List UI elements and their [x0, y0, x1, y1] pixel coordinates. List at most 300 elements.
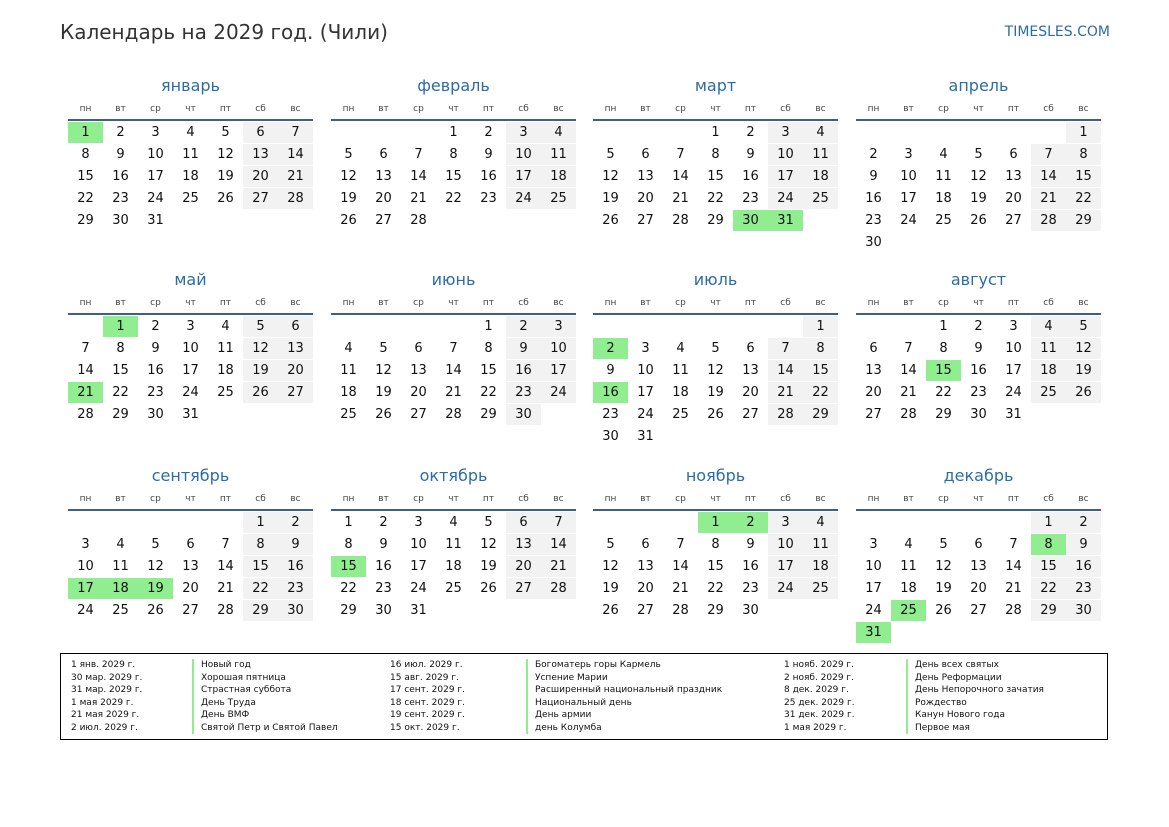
day-cell: 21 [410, 191, 427, 206]
holiday-name: День Непорочного зачатия [906, 684, 1044, 697]
weekday-label: ср [150, 104, 161, 114]
day-cell: 28 [672, 603, 689, 618]
day-cell: 28 [77, 407, 94, 422]
day-cell: 20 [506, 556, 541, 577]
day-cell: 13 [970, 559, 987, 574]
day-cell: 20 [742, 385, 759, 400]
weekday-label: вт [378, 104, 389, 114]
day-cell: 13 [182, 559, 199, 574]
day-cell: 15 [1031, 556, 1066, 577]
day-cell: 29 [1066, 210, 1101, 231]
day-cell: 18 [541, 166, 576, 187]
day-cell: 3 [1009, 319, 1018, 334]
day-cell: 18 [803, 166, 838, 187]
weekday-label: ср [675, 494, 686, 504]
day-cell: 27 [970, 603, 987, 618]
weekday-label: вс [553, 494, 564, 504]
day-cell: 1 [711, 125, 720, 140]
day-cell: 18 [1031, 360, 1066, 381]
day-cell: 15 [445, 169, 462, 184]
month-name: октябрь [419, 466, 488, 485]
day-cell: 30 [602, 429, 619, 444]
holiday-day-cell: 31 [768, 210, 803, 231]
weekday-label: чт [185, 104, 196, 114]
day-cell: 3 [541, 316, 576, 337]
weekday-label: вс [553, 298, 564, 308]
day-cell: 26 [970, 213, 987, 228]
day-cell: 31 [1005, 407, 1022, 422]
day-cell: 17 [541, 360, 576, 381]
day-cell: 26 [480, 581, 497, 596]
weekday-label: чт [973, 104, 984, 114]
holiday-name: Новый год [192, 659, 251, 672]
day-cell: 4 [904, 537, 913, 552]
holiday-name: Расширенный национальный праздник [526, 684, 722, 697]
day-cell: 16 [865, 191, 882, 206]
weekday-label: вс [290, 104, 301, 114]
day-cell: 6 [974, 537, 983, 552]
month-divider [68, 313, 313, 315]
day-cell: 18 [445, 559, 462, 574]
weekday-header [331, 494, 576, 508]
weekday-label: сб [780, 104, 791, 114]
day-cell: 17 [768, 556, 803, 577]
day-cell: 9 [506, 338, 541, 359]
day-cell: 25 [541, 188, 576, 209]
day-cell: 7 [676, 537, 685, 552]
weekday-label: пн [79, 494, 92, 504]
month-divider [331, 119, 576, 121]
weekday-label: чт [448, 494, 459, 504]
day-cell: 5 [221, 125, 230, 140]
holiday-date: 1 нояб. 2029 г. [784, 660, 855, 670]
day-cell: 8 [1066, 144, 1101, 165]
day-cell: 16 [506, 360, 541, 381]
holiday-day-cell: 1 [68, 122, 103, 143]
day-cell: 11 [445, 537, 462, 552]
day-cell: 29 [77, 213, 94, 228]
day-cell: 2 [379, 515, 388, 530]
month-divider [856, 509, 1101, 511]
legend-column [390, 659, 723, 734]
weekday-label: вс [290, 494, 301, 504]
weekday-label: пн [342, 104, 355, 114]
day-cell: 19 [1066, 360, 1101, 381]
weekday-label: чт [973, 494, 984, 504]
day-cell: 5 [606, 147, 615, 162]
day-cell: 3 [768, 122, 803, 143]
day-cell: 20 [278, 360, 313, 381]
day-cell: 27 [637, 213, 654, 228]
day-cell: 7 [221, 537, 230, 552]
month-name: сентябрь [151, 466, 230, 485]
weekday-label: вс [553, 104, 564, 114]
weekday-header [593, 298, 838, 312]
legend-item [784, 709, 1094, 722]
day-cell: 12 [147, 559, 164, 574]
day-cell: 20 [1005, 191, 1022, 206]
day-cell: 21 [768, 382, 803, 403]
day-cell: 15 [803, 360, 838, 381]
day-cell: 17 [182, 363, 199, 378]
weekday-label: вс [1078, 494, 1089, 504]
holiday-date: 21 мая 2029 г. [71, 710, 140, 720]
day-cell: 14 [1005, 559, 1022, 574]
month-name: май [174, 270, 207, 289]
month-divider [593, 119, 838, 121]
day-cell: 12 [375, 363, 392, 378]
day-cell: 1 [939, 319, 948, 334]
holiday-date: 30 мар. 2029 г. [71, 672, 143, 683]
day-cell: 10 [182, 341, 199, 356]
holiday-name: Национальный день [526, 697, 632, 710]
day-cell: 15 [707, 559, 724, 574]
day-cell: 9 [278, 534, 313, 555]
day-cell: 22 [1031, 578, 1066, 599]
holiday-date: 19 сент. 2029 г. [390, 710, 466, 720]
weekday-label: вт [115, 104, 126, 114]
weekday-header [331, 298, 576, 312]
day-cell: 24 [506, 188, 541, 209]
day-cell: 10 [768, 534, 803, 555]
day-cell: 23 [506, 382, 541, 403]
day-cell: 4 [221, 319, 230, 334]
weekday-label: вт [903, 104, 914, 114]
day-cell: 21 [672, 191, 689, 206]
weekday-label: вт [378, 494, 389, 504]
day-cell: 9 [869, 169, 878, 184]
day-cell: 8 [484, 341, 493, 356]
day-cell: 19 [375, 385, 392, 400]
day-cell: 27 [637, 603, 654, 618]
weekday-label: пн [604, 104, 617, 114]
day-cell: 6 [379, 147, 388, 162]
day-cell: 12 [935, 559, 952, 574]
day-cell: 20 [243, 166, 278, 187]
day-cell: 9 [379, 537, 388, 552]
day-cell: 16 [742, 559, 759, 574]
day-cell: 20 [410, 385, 427, 400]
day-cell: 21 [672, 581, 689, 596]
month-name: март [694, 76, 737, 95]
weekday-label: сб [518, 494, 529, 504]
day-cell: 5 [151, 537, 160, 552]
day-cell: 2 [116, 125, 125, 140]
day-cell: 25 [182, 191, 199, 206]
holiday-name: День ВМФ [192, 709, 249, 722]
month-name: декабрь [943, 466, 1014, 485]
day-cell: 21 [217, 581, 234, 596]
site-link[interactable]: TIMESLES.COM [1004, 24, 1110, 40]
month-name: январь [161, 76, 220, 95]
weekday-label: пн [604, 494, 617, 504]
day-cell: 3 [186, 319, 195, 334]
holiday-name: Успение Марии [526, 672, 608, 685]
day-cell: 14 [672, 169, 689, 184]
day-cell: 11 [935, 169, 952, 184]
day-cell: 14 [278, 144, 313, 165]
day-cell: 22 [112, 385, 129, 400]
holiday-day-cell: 8 [1031, 534, 1066, 555]
day-cell: 30 [506, 404, 541, 425]
day-cell: 29 [935, 407, 952, 422]
day-cell: 17 [900, 191, 917, 206]
day-cell: 26 [707, 407, 724, 422]
day-cell: 10 [506, 144, 541, 165]
day-cell: 29 [1031, 600, 1066, 621]
day-cell: 29 [803, 404, 838, 425]
day-cell: 24 [147, 191, 164, 206]
day-cell: 6 [278, 316, 313, 337]
day-cell: 13 [865, 363, 882, 378]
day-cell: 3 [641, 341, 650, 356]
day-cell: 23 [375, 581, 392, 596]
day-cell: 14 [217, 559, 234, 574]
month-name: февраль [417, 76, 490, 95]
holiday-name: Канун Нового года [906, 709, 1005, 722]
day-cell: 23 [480, 191, 497, 206]
day-cell: 23 [865, 213, 882, 228]
day-cell: 9 [606, 363, 615, 378]
day-cell: 28 [1005, 603, 1022, 618]
day-cell: 1 [344, 515, 353, 530]
day-cell: 26 [602, 213, 619, 228]
day-cell: 16 [278, 556, 313, 577]
month-divider [593, 509, 838, 511]
day-cell: 15 [1066, 166, 1101, 187]
holiday-day-cell: 1 [698, 512, 733, 533]
weekday-label: вт [640, 494, 651, 504]
day-cell: 29 [340, 603, 357, 618]
weekday-label: сб [255, 104, 266, 114]
day-cell: 1 [484, 319, 493, 334]
legend-item [71, 697, 381, 710]
weekday-label: пн [79, 298, 92, 308]
day-cell: 26 [375, 407, 392, 422]
day-cell: 24 [865, 603, 882, 618]
weekday-label: чт [185, 298, 196, 308]
weekday-label: пт [219, 494, 232, 504]
day-cell: 23 [278, 578, 313, 599]
day-cell: 27 [865, 407, 882, 422]
weekday-label: пт [482, 298, 495, 308]
day-cell: 19 [217, 169, 234, 184]
holiday-day-cell: 21 [68, 382, 103, 403]
day-cell: 6 [869, 341, 878, 356]
weekday-label: ср [675, 298, 686, 308]
day-cell: 23 [147, 385, 164, 400]
day-cell: 27 [742, 407, 759, 422]
day-cell: 15 [480, 363, 497, 378]
day-cell: 23 [112, 191, 129, 206]
day-cell: 16 [112, 169, 129, 184]
weekday-label: вс [815, 104, 826, 114]
weekday-label: пт [744, 104, 757, 114]
day-cell: 27 [1005, 213, 1022, 228]
legend-item [71, 722, 381, 735]
day-cell: 7 [449, 341, 458, 356]
day-cell: 25 [112, 603, 129, 618]
day-cell: 6 [641, 147, 650, 162]
weekday-label: пт [1007, 104, 1020, 114]
day-cell: 20 [182, 581, 199, 596]
day-cell: 11 [182, 147, 199, 162]
day-cell: 20 [637, 191, 654, 206]
day-cell: 12 [1066, 338, 1101, 359]
day-cell: 21 [1005, 581, 1022, 596]
holiday-name: День Реформации [906, 672, 1002, 685]
day-cell: 28 [445, 407, 462, 422]
weekday-label: чт [973, 298, 984, 308]
day-cell: 29 [707, 603, 724, 618]
day-cell: 7 [81, 341, 90, 356]
weekday-label: пн [867, 494, 880, 504]
weekday-header [593, 104, 838, 118]
holiday-date: 25 дек. 2029 г. [784, 697, 855, 708]
holiday-name: Первое мая [906, 722, 970, 735]
weekday-label: ср [675, 104, 686, 114]
weekday-label: пн [79, 104, 92, 114]
day-cell: 22 [803, 382, 838, 403]
day-cell: 6 [746, 341, 755, 356]
day-cell: 13 [410, 363, 427, 378]
day-cell: 23 [742, 191, 759, 206]
holiday-name: день Колумба [526, 722, 602, 735]
day-cell: 11 [112, 559, 129, 574]
holiday-name: День Труда [192, 697, 256, 710]
holiday-day-cell: 30 [733, 210, 768, 231]
day-cell: 14 [768, 360, 803, 381]
day-cell: 5 [939, 537, 948, 552]
day-cell: 6 [506, 512, 541, 533]
day-cell: 30 [970, 407, 987, 422]
day-cell: 22 [1066, 188, 1101, 209]
day-cell: 5 [711, 341, 720, 356]
holiday-date: 2 июл. 2029 г. [71, 722, 138, 733]
day-cell: 28 [217, 603, 234, 618]
day-cell: 2 [746, 125, 755, 140]
weekday-label: сб [518, 104, 529, 114]
day-cell: 5 [484, 515, 493, 530]
day-cell: 20 [375, 191, 392, 206]
day-cell: 14 [77, 363, 94, 378]
holiday-date: 31 мар. 2029 г. [71, 685, 143, 695]
weekday-header [593, 494, 838, 508]
weekday-header [856, 298, 1101, 312]
day-cell: 16 [375, 559, 392, 574]
day-cell: 24 [768, 188, 803, 209]
day-cell: 8 [243, 534, 278, 555]
weekday-label: сб [780, 494, 791, 504]
holiday-date: 15 окт. 2029 г. [390, 722, 460, 733]
day-cell: 4 [803, 512, 838, 533]
legend-item [390, 722, 700, 735]
day-cell: 25 [803, 578, 838, 599]
day-cell: 4 [541, 122, 576, 143]
day-cell: 17 [768, 166, 803, 187]
holiday-day-cell: 25 [891, 600, 926, 621]
month-name: август [950, 270, 1007, 289]
day-cell: 25 [340, 407, 357, 422]
day-cell: 15 [112, 363, 129, 378]
day-cell: 24 [77, 603, 94, 618]
weekday-label: вс [290, 298, 301, 308]
weekday-label: вт [903, 494, 914, 504]
day-cell: 28 [278, 188, 313, 209]
day-cell: 24 [637, 407, 654, 422]
day-cell: 13 [506, 534, 541, 555]
day-cell: 29 [243, 600, 278, 621]
day-cell: 8 [803, 338, 838, 359]
day-cell: 12 [217, 147, 234, 162]
day-cell: 10 [865, 559, 882, 574]
day-cell: 17 [410, 559, 427, 574]
day-cell: 6 [186, 537, 195, 552]
day-cell: 1 [1066, 122, 1101, 143]
day-cell: 11 [900, 559, 917, 574]
weekday-label: пт [219, 298, 232, 308]
day-cell: 19 [602, 581, 619, 596]
day-cell: 1 [1031, 512, 1066, 533]
month-name: июнь [431, 270, 476, 289]
day-cell: 4 [803, 122, 838, 143]
weekday-label: сб [780, 298, 791, 308]
weekday-label: пн [604, 298, 617, 308]
holiday-date: 1 мая 2029 г. [784, 722, 847, 733]
holiday-name: День всех святых [906, 659, 999, 672]
day-cell: 4 [1031, 316, 1066, 337]
weekday-label: сб [255, 494, 266, 504]
day-cell: 17 [147, 169, 164, 184]
day-cell: 9 [484, 147, 493, 162]
month-divider [331, 313, 576, 315]
day-cell: 3 [81, 537, 90, 552]
holiday-date: 15 авг. 2029 г. [390, 672, 459, 683]
day-cell: 15 [243, 556, 278, 577]
day-cell: 10 [637, 363, 654, 378]
day-cell: 7 [1009, 537, 1018, 552]
day-cell: 26 [243, 382, 278, 403]
day-cell: 23 [742, 581, 759, 596]
weekday-label: пт [482, 494, 495, 504]
day-cell: 26 [340, 213, 357, 228]
day-cell: 2 [869, 147, 878, 162]
day-cell: 19 [602, 191, 619, 206]
day-cell: 7 [414, 147, 423, 162]
day-cell: 10 [147, 147, 164, 162]
day-cell: 5 [243, 316, 278, 337]
weekday-label: вт [640, 104, 651, 114]
holiday-date: 18 сент. 2029 г. [390, 697, 466, 708]
day-cell: 8 [344, 537, 353, 552]
day-cell: 16 [147, 363, 164, 378]
day-cell: 27 [410, 407, 427, 422]
weekday-label: вт [640, 298, 651, 308]
day-cell: 9 [151, 341, 160, 356]
day-cell: 25 [803, 188, 838, 209]
legend-item [784, 672, 1094, 685]
day-cell: 18 [182, 169, 199, 184]
legend-item [390, 697, 700, 710]
month-divider [856, 313, 1101, 315]
holiday-name: Богоматерь горы Кармель [526, 659, 661, 672]
day-cell: 18 [340, 385, 357, 400]
day-cell: 4 [116, 537, 125, 552]
day-cell: 6 [1009, 147, 1018, 162]
day-cell: 16 [970, 363, 987, 378]
day-cell: 12 [970, 169, 987, 184]
day-cell: 26 [147, 603, 164, 618]
